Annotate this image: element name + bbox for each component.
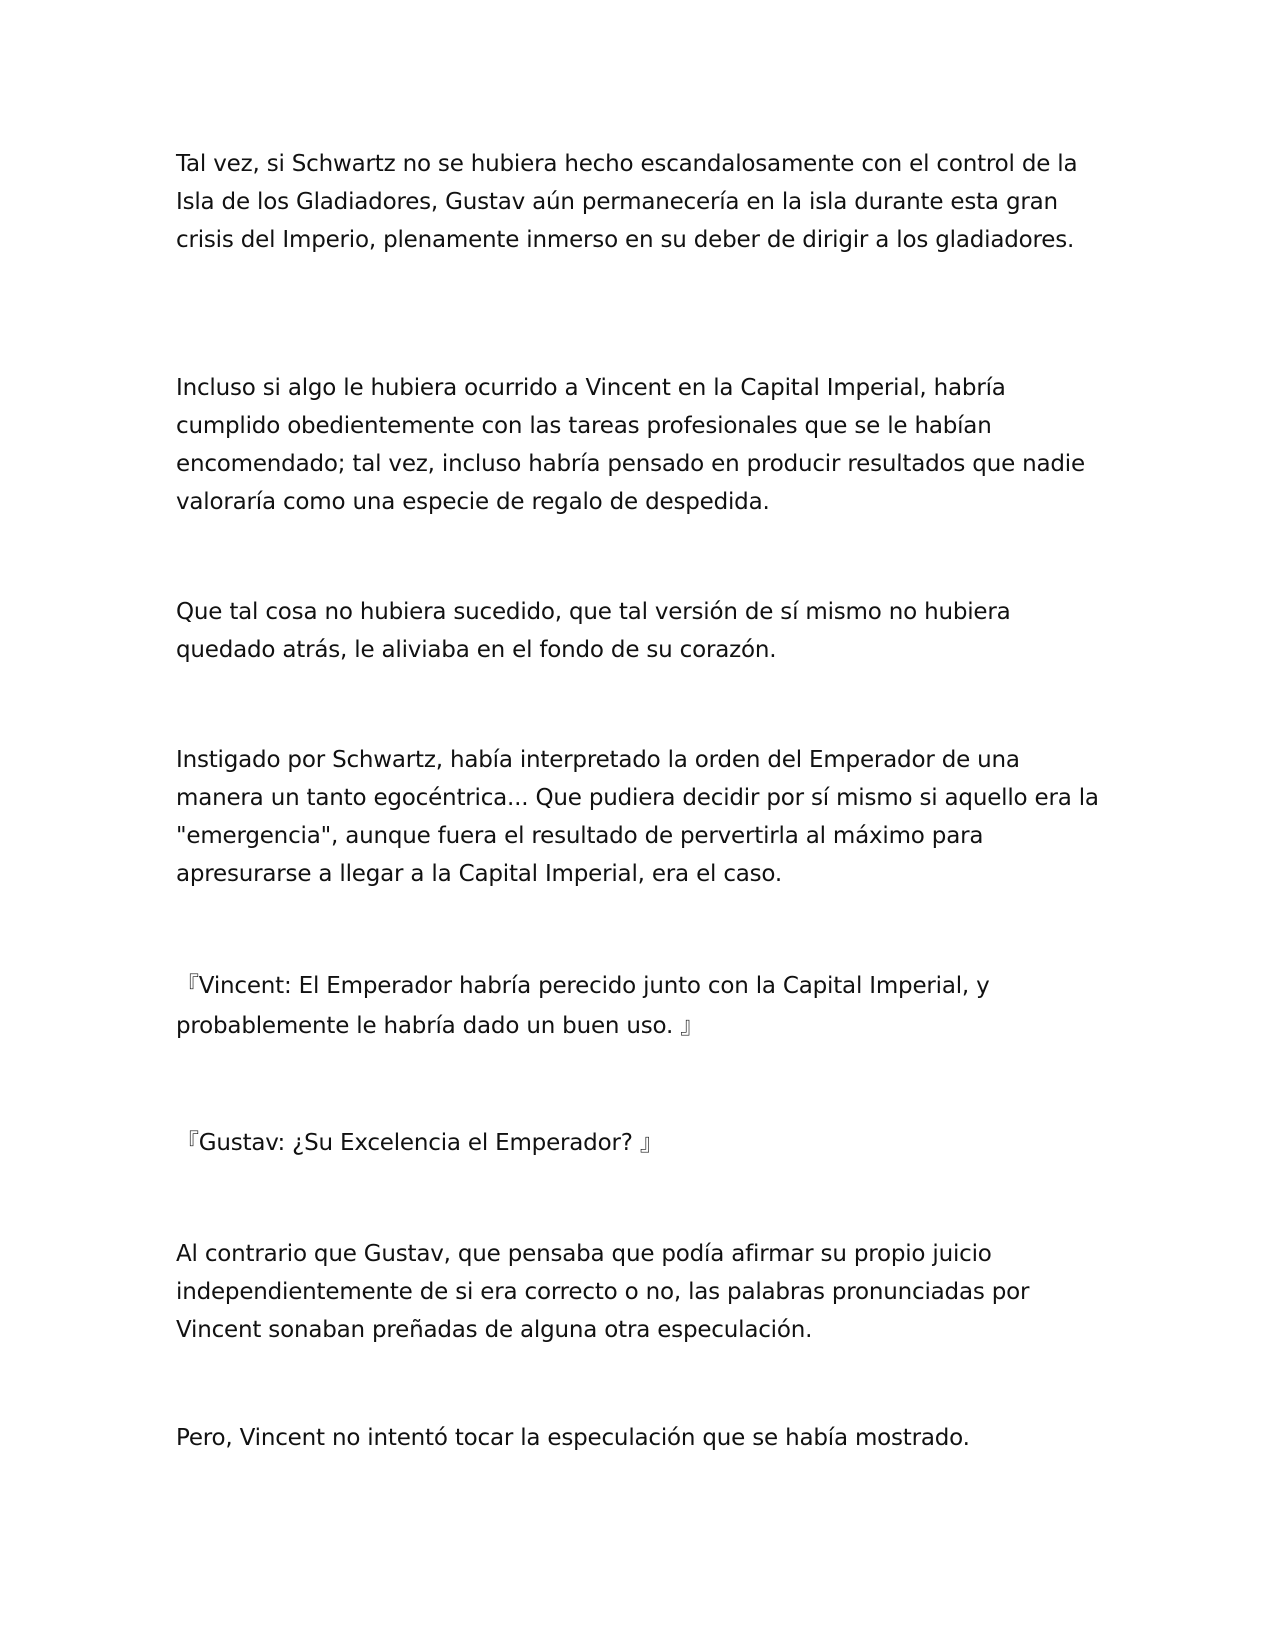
paragraph-8: Pero, Vincent no intentó tocar la especulación que se había mostrado. <box>176 1425 970 1451</box>
paragraph-4: Instigado por Schwartz, había interpretado la orden del Emperador de una manera un tanto egocéntrica... Que pudiera decidir por sí mismo si aquello era la "emergencia", aunque fuera el resultado de pervertirla al máximo para apresurarse a llegar a la Capital Imperial, era el caso. <box>176 747 1099 887</box>
paragraph-1: Tal vez, si Schwartz no se hubiera hecho escandalosamente con el control de la Isla de los Gladiadores, Gustav aún permanecería en la isla durante esta gran crisis del Imperio, plenamente inmerso en su deber de dirigir a los gladiadores. <box>176 151 1078 253</box>
paragraph-7: Al contrario que Gustav, que pensaba que podía afirmar su propio juicio independientemente de si era correcto o no, las palabras pronunciadas por Vincent sonaban preñadas de alguna otra especulación. <box>176 1241 1030 1343</box>
dialogue-gustav: 『Gustav: ¿Su Excelencia el Emperador? 』 <box>176 1130 663 1156</box>
dialogue-vincent: 『Vincent: El Emperador habría perecido junto con la Capital Imperial, y probablemente le habría dado un buen uso. 』 <box>176 973 990 1039</box>
paragraph-3: Que tal cosa no hubiera sucedido, que tal versión de sí mismo no hubiera quedado atrás, le aliviaba en el fondo de su corazón. <box>176 599 1011 663</box>
paragraph-2: Incluso si algo le hubiera ocurrido a Vincent en la Capital Imperial, habría cumplido obedientemente con las tareas profesionales que se le habían encomendado; tal vez, incluso habría pensado en producir resultados que nadie valoraría como una especie de regalo de despedida. <box>176 375 1085 515</box>
